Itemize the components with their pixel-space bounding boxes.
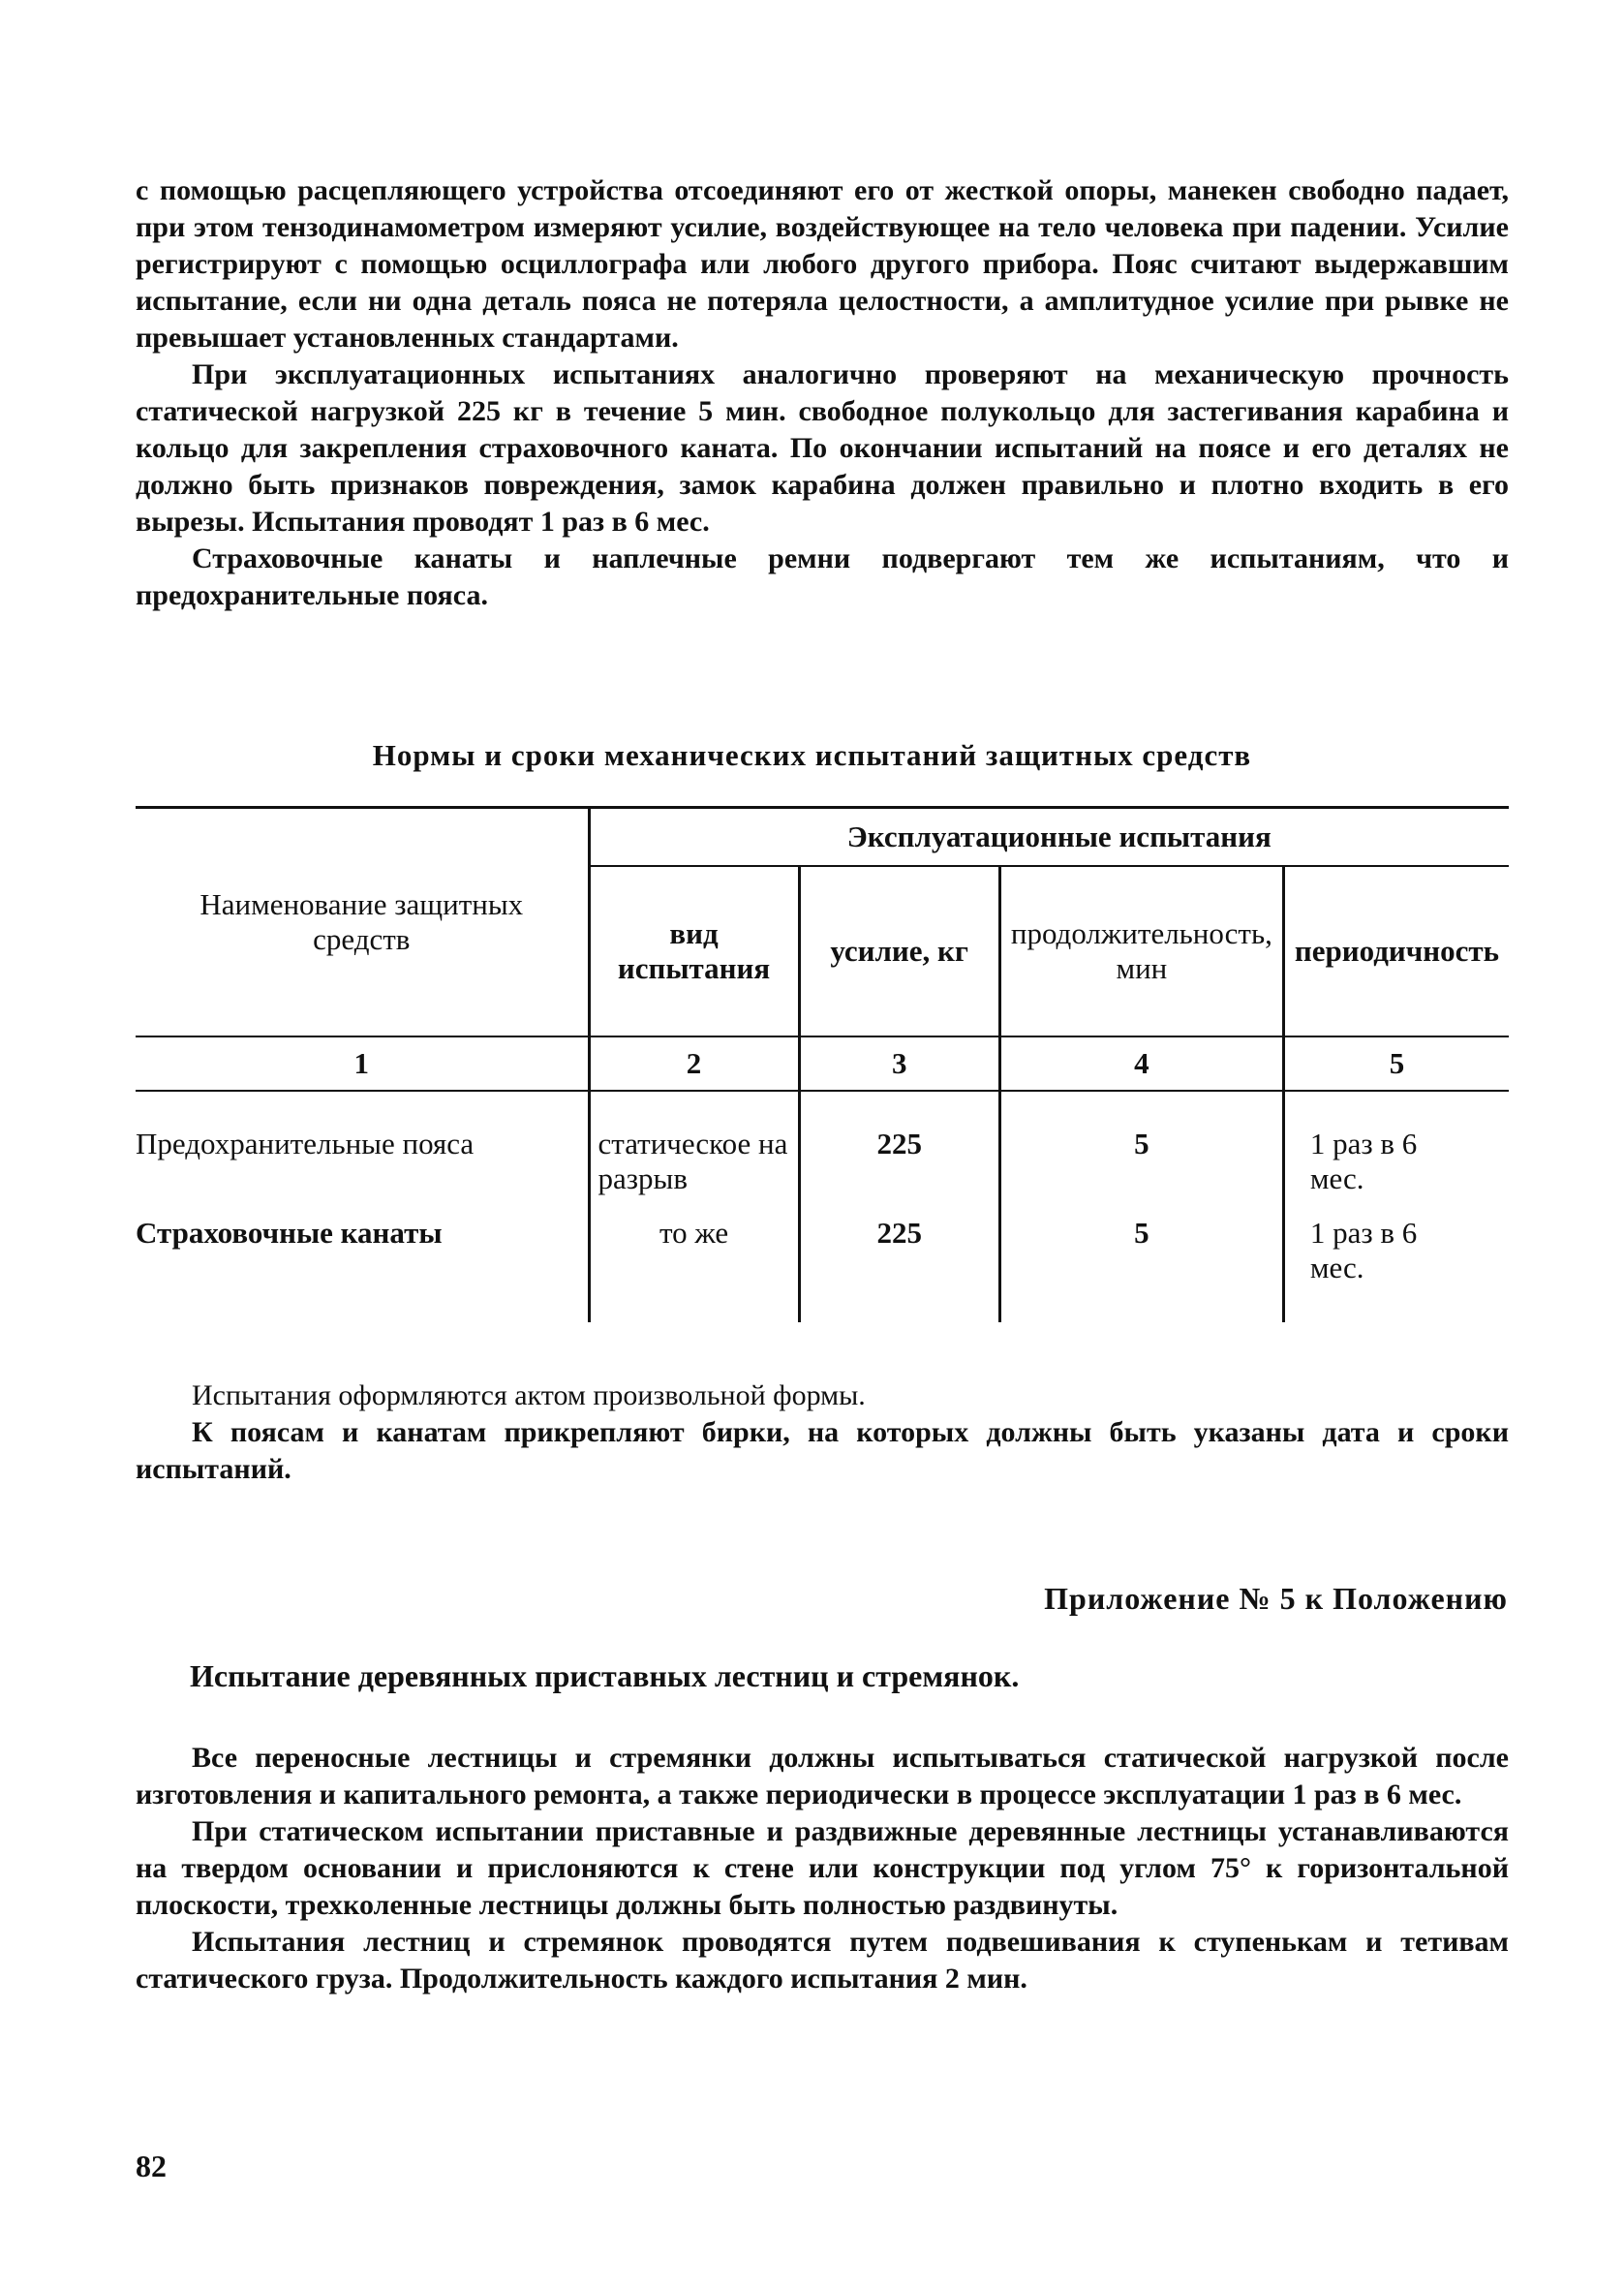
column-number: 3 xyxy=(799,1036,999,1091)
cell-type: то же xyxy=(589,1196,799,1322)
cell-name: Страховочные канаты xyxy=(136,1216,443,1250)
column-number: 5 xyxy=(1283,1036,1509,1091)
norms-table xyxy=(136,806,1509,1322)
after-table-text xyxy=(136,1377,1509,1488)
paragraph: Все переносные лестницы и стремянки должны испытываться статической нагрузкой после изготовления и капитального ремонта, а также периодически в процессе эксплуатации 1 раз в 6 мес. xyxy=(136,1742,1509,1810)
cell-force: 225 xyxy=(799,1091,999,1196)
cell-duration: 5 xyxy=(999,1091,1283,1196)
appendix-text-block xyxy=(136,1740,1509,1997)
header-duration: продолжительность, мин xyxy=(999,866,1283,1036)
page-number: 82 xyxy=(136,2149,167,2183)
header-force: усилие, кг xyxy=(799,866,999,1036)
appendix-title: Приложение № 5 к Положению xyxy=(1044,1581,1508,1616)
paragraph: с помощью расцепляющего устройства отсоединяют его от жесткой опоры, манекен свободно падает, при этом тензодинамометром измеряют усилие, воздействующее на тело человека при падении. Усилие регистрируют с помощью осциллографа или любого другого прибора. Пояс считают выдержавшим испытание, если ни одна деталь пояса не потеряла целостности, а амплитудное усилие при рывке не превышает установленных стандартами. xyxy=(136,174,1509,354)
top-text-block xyxy=(136,172,1509,614)
column-number: 1 xyxy=(136,1036,589,1091)
header-group-operational-tests: Эксплуатационные испытания xyxy=(589,808,1509,867)
paragraph: К поясам и канатам прикрепляют бирки, на которых должны быть указаны дата и сроки испытаний. xyxy=(136,1416,1509,1485)
table-title: Нормы и сроки механических испытаний защитных средств xyxy=(372,738,1252,772)
cell-duration: 5 xyxy=(999,1196,1283,1322)
header-periodicity: периодичность xyxy=(1283,866,1509,1036)
paragraph: Испытания лестниц и стремянок проводятся путем подвешивания к ступенькам и тетивам статического груза. Продолжительность каждого испытания 2 мин. xyxy=(136,1926,1509,1995)
table-row xyxy=(136,1091,1509,1196)
cell-name: Предохранительные пояса xyxy=(136,1127,475,1160)
cell-period: 1 раз в 6 мес. xyxy=(1283,1196,1509,1322)
header-test-type: вид испытания xyxy=(589,866,799,1036)
column-number: 2 xyxy=(589,1036,799,1091)
paragraph: Страховочные канаты и наплечные ремни подвергают тем же испытаниям, что и предохранительные пояса. xyxy=(136,542,1509,611)
paragraph: При эксплуатационных испытаниях аналогично проверяют на механическую прочность статической нагрузкой 225 кг в течение 5 мин. свободное полукольцо для застегивания карабина и кольцо для закрепления страховочного каната. По окончании испытаний на поясе и его деталях не должно быть признаков повреждения, замок карабина должен правильно и плотно входить в его вырезы. Испытания проводят 1 раз в 6 мес. xyxy=(136,358,1509,538)
cell-period: 1 раз в 6 мес. xyxy=(1283,1091,1509,1196)
paragraph: Испытания оформляются актом произвольной формы. xyxy=(192,1379,866,1411)
cell-force: 225 xyxy=(799,1196,999,1322)
header-protective-means: Наименование защитных средств xyxy=(136,808,589,1037)
column-number: 4 xyxy=(999,1036,1283,1091)
table-row xyxy=(136,1196,1509,1322)
paragraph: При статическом испытании приставные и раздвижные деревянные лестницы устанавливаются на твердом основании и прислоняются к стене или конструкции под углом 75° к горизонтальной плоскости, трехколенные лестницы должны быть полностью раздвинуты. xyxy=(136,1815,1509,1921)
cell-type: статическое на разрыв xyxy=(589,1091,799,1196)
appendix-subtitle: Испытание деревянных приставных лестниц и стремянок. xyxy=(190,1658,1020,1693)
